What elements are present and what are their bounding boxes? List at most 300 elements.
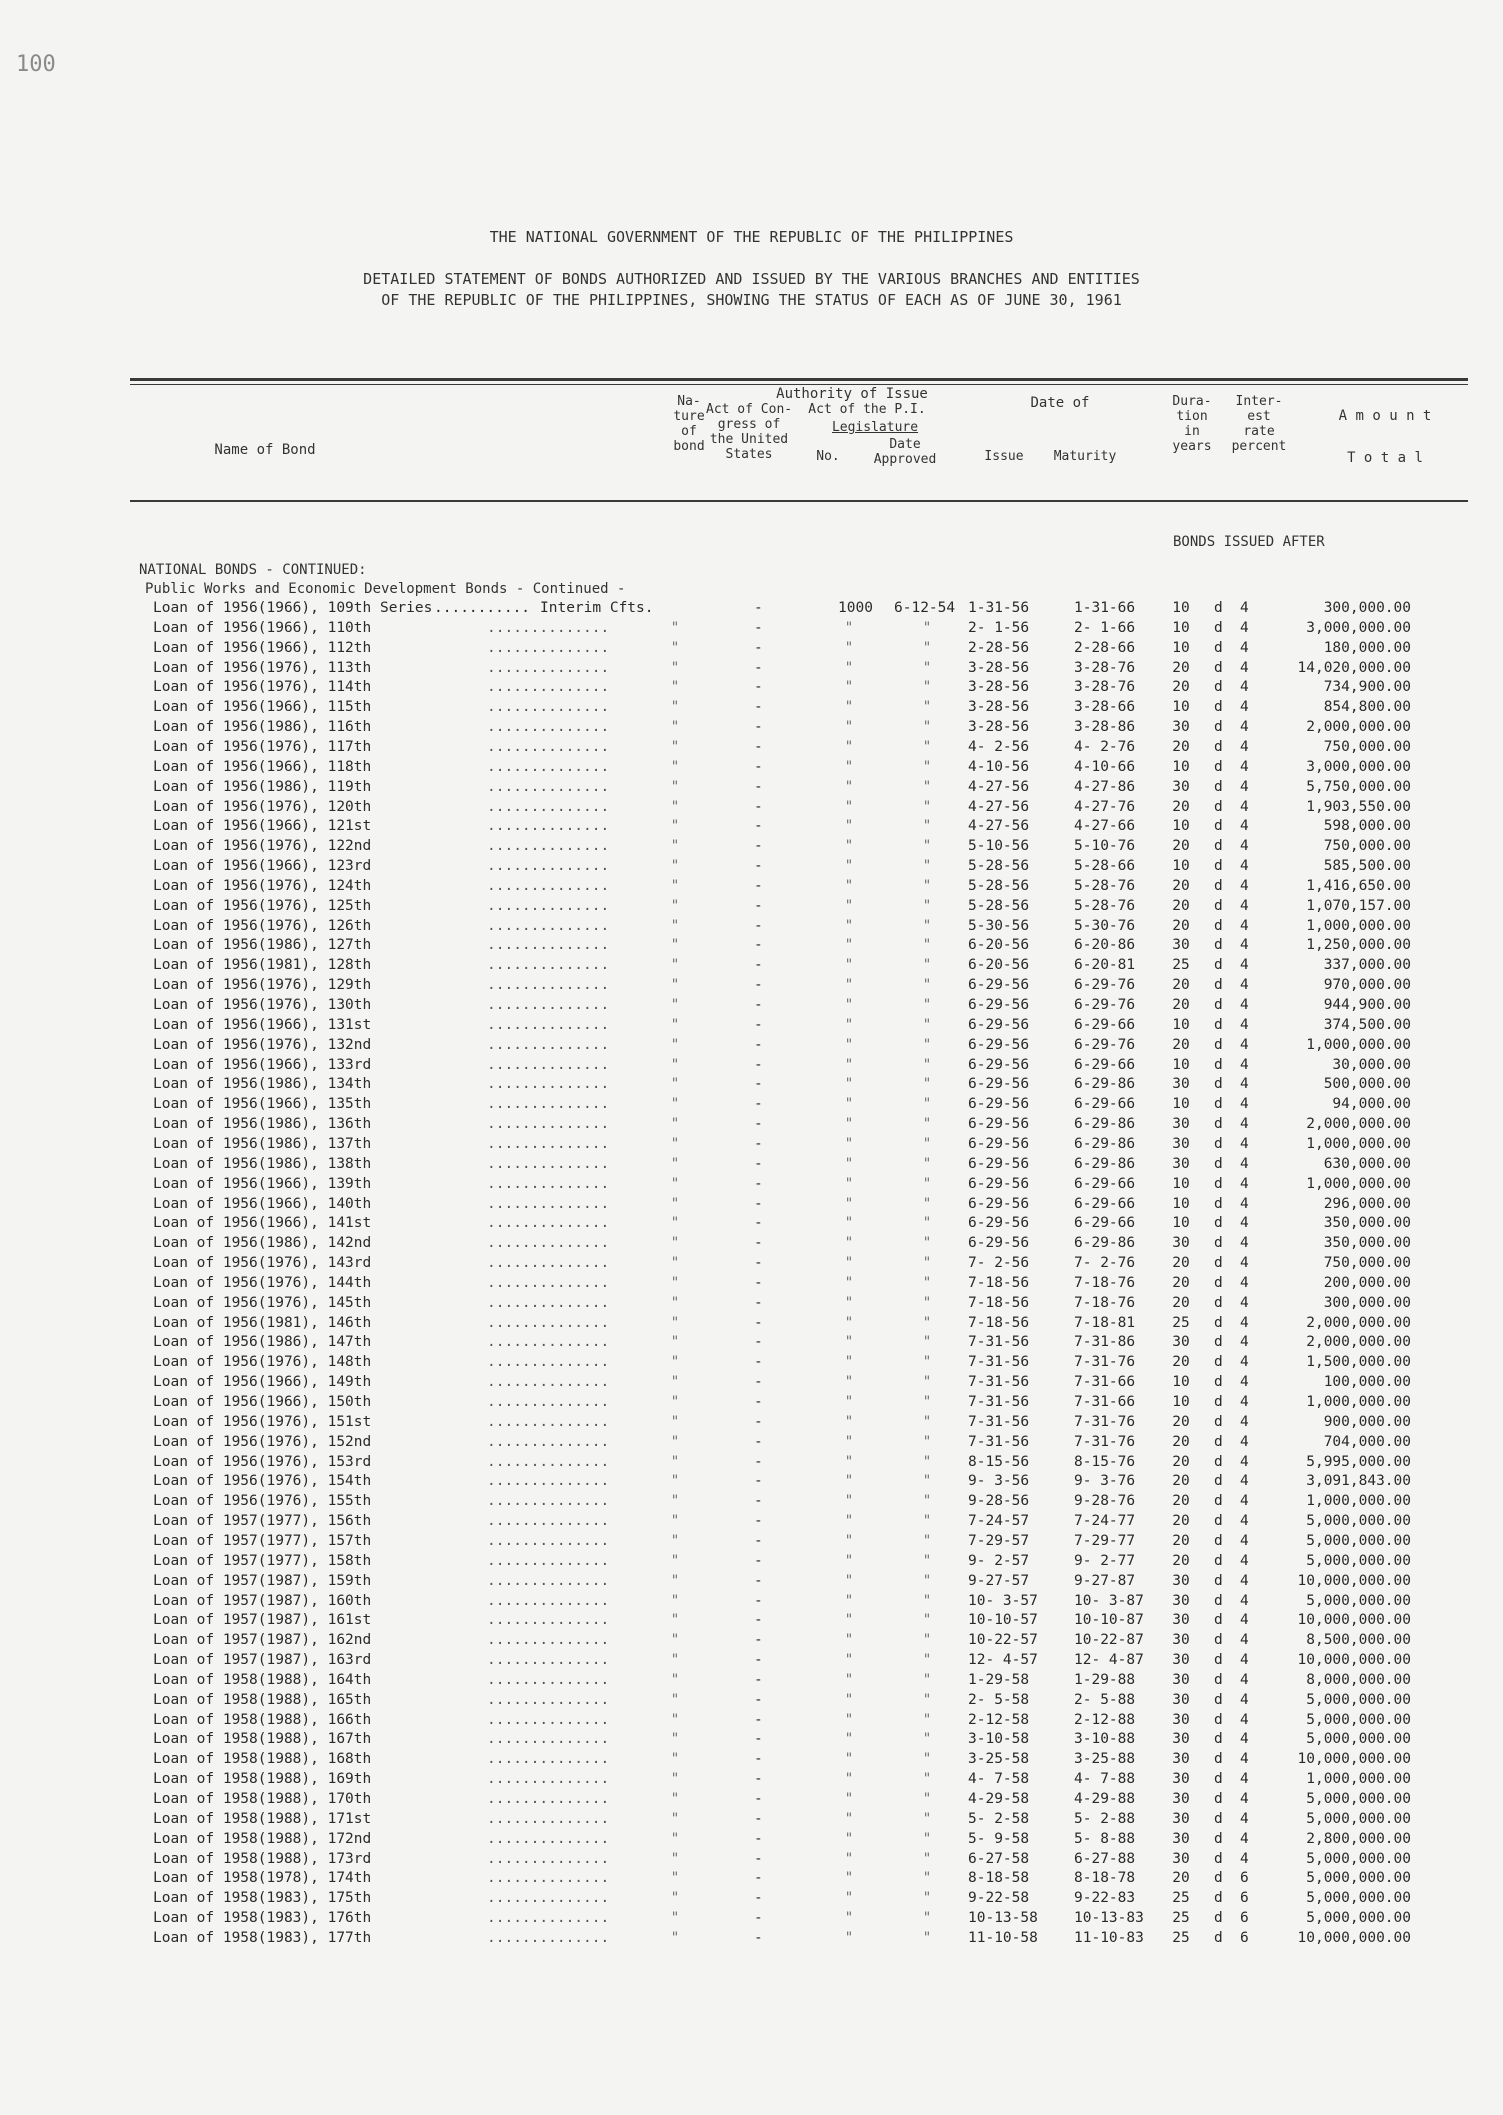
table-row-first: [0, 600, 1503, 619]
issue-date: 5-28-56: [968, 858, 1030, 875]
maturity-date: 6-29-76: [1074, 1036, 1136, 1053]
maturity-date: 7-31-76: [1074, 1354, 1136, 1371]
amount-total: 5,000,000.00: [1306, 1791, 1411, 1807]
table-row: [0, 1037, 1503, 1056]
maturity-date: 6-29-86: [1074, 1155, 1136, 1172]
act-number-ditto: ": [844, 1473, 854, 1490]
date-approved-ditto: ": [922, 1910, 932, 1927]
maturity-date: 5-30-76: [1074, 917, 1136, 934]
duration-years: 10: [1172, 699, 1190, 716]
interest-rate: 4: [1240, 1850, 1249, 1867]
table-row: [0, 1930, 1503, 1949]
table-row: [0, 1334, 1503, 1353]
nature-ditto: ": [670, 1473, 680, 1490]
issue-date: 6-29-56: [968, 1135, 1030, 1152]
bond-name: Loan of 1956(1966), 133rd: [153, 1056, 372, 1073]
bond-name: Loan of 1956(1986), 138th: [153, 1155, 372, 1172]
amount-total: 300,000.00: [1323, 600, 1411, 616]
nature-ditto: ": [670, 1731, 680, 1748]
nature-ditto: ": [670, 1235, 680, 1252]
bond-name: Loan of 1956(1986), 137th: [153, 1135, 372, 1152]
maturity-date: 7-31-66: [1074, 1374, 1136, 1391]
congress-act-dash: -: [754, 1314, 763, 1331]
nature-ditto: ": [670, 1513, 680, 1530]
interest-rate: 4: [1240, 1671, 1249, 1688]
nature-ditto: ": [670, 1334, 680, 1351]
amount-total: 854,800.00: [1323, 699, 1411, 716]
duration-unit: d: [1214, 1334, 1223, 1351]
issue-date: 7-31-56: [968, 1354, 1030, 1371]
duration-years: 30: [1172, 1334, 1190, 1351]
date-approved-ditto: ": [922, 1493, 932, 1510]
bond-name: Loan of 1958(1983), 176th: [153, 1910, 372, 1927]
duration-unit: d: [1214, 1691, 1223, 1708]
congress-act-dash: -: [754, 1374, 763, 1391]
bond-name: Loan of 1957(1977), 156th: [153, 1513, 372, 1530]
bond-name: Loan of 1956(1976), 120th: [153, 798, 372, 815]
date-approved-ditto: ": [922, 838, 932, 855]
issue-date: 6-29-56: [968, 1056, 1030, 1073]
duration-years: 10: [1172, 1215, 1190, 1232]
issue-date: 6-29-56: [968, 1195, 1030, 1212]
bond-name: Loan of 1956(1976), 143rd: [153, 1255, 372, 1272]
table-row: [0, 1870, 1503, 1889]
duration-unit: d: [1214, 679, 1223, 696]
nature-ditto: ": [670, 798, 680, 815]
maturity-date: 3-28-76: [1074, 659, 1136, 676]
interest-rate: 4: [1240, 1374, 1249, 1391]
amount-total: 10,000,000.00: [1297, 1929, 1411, 1946]
bond-name: Loan of 1956(1966), 123rd: [153, 858, 372, 875]
date-approved-ditto: ": [922, 957, 932, 974]
table-row: [0, 1791, 1503, 1810]
bond-name: Loan of 1956(1966), 149th: [153, 1374, 372, 1391]
table-row: [0, 640, 1503, 659]
leader-dots: ..............: [487, 659, 610, 676]
header-top-rule: [130, 378, 1468, 381]
nature-ditto: ": [670, 1691, 680, 1708]
duration-years: 25: [1172, 957, 1190, 974]
table-row: [0, 1176, 1503, 1195]
congress-act-dash: -: [754, 1056, 763, 1073]
maturity-date: 10-10-87: [1074, 1612, 1144, 1629]
duration-unit: d: [1214, 1453, 1223, 1470]
table-row: [0, 1136, 1503, 1155]
table-row: [0, 1910, 1503, 1929]
interest-rate: 4: [1240, 917, 1249, 934]
duration-years: 20: [1172, 659, 1190, 676]
act-number-ditto: ": [844, 1413, 854, 1430]
congress-act-dash: -: [754, 1771, 763, 1788]
leader-dots: ..............: [487, 679, 610, 696]
maturity-date: 3-25-88: [1074, 1751, 1136, 1768]
date-approved-ditto: ": [922, 758, 932, 775]
table-row: [0, 1513, 1503, 1532]
issue-date: 7-31-56: [968, 1433, 1030, 1450]
bond-name: Loan of 1958(1988), 169th: [153, 1771, 372, 1788]
header-top-rule-thin: [130, 384, 1468, 385]
maturity-date: 7-18-76: [1074, 1274, 1136, 1291]
issue-date: 6-29-56: [968, 1096, 1030, 1113]
amount-total: 5,000,000.00: [1306, 1731, 1411, 1748]
date-approved-ditto: ": [922, 1592, 932, 1609]
leader-dots: ..............: [487, 1791, 610, 1807]
leader-dots: ..............: [487, 1116, 610, 1133]
issue-date: 7-24-57: [968, 1513, 1030, 1530]
header-name-of-bond: Name of Bond: [214, 442, 316, 458]
interest-rate: 4: [1240, 1473, 1249, 1490]
leader-dots: ..............: [487, 917, 610, 934]
duration-years: 30: [1172, 937, 1190, 954]
duration-years: 30: [1172, 1791, 1190, 1807]
leader-dots: ..............: [487, 1294, 610, 1311]
leader-dots: ..............: [487, 1532, 610, 1549]
act-number-ditto: ": [844, 1691, 854, 1708]
bond-name: Loan of 1957(1977), 157th: [153, 1532, 372, 1549]
maturity-date: 5- 8-88: [1074, 1830, 1136, 1847]
amount-total: 350,000.00: [1323, 1215, 1411, 1232]
issue-date: 12- 4-57: [968, 1652, 1038, 1669]
duration-unit: d: [1214, 1195, 1223, 1212]
leader-dots: ..............: [487, 1155, 610, 1172]
issue-date: 2- 1-56: [968, 619, 1030, 636]
amount-total: 1,000,000.00: [1306, 1036, 1411, 1053]
amount-total: 2,000,000.00: [1306, 1314, 1411, 1331]
congress-act-dash: -: [754, 1552, 763, 1569]
issue-date: 1-29-58: [968, 1671, 1030, 1688]
duration-unit: d: [1214, 1929, 1223, 1946]
amount-total: 1,000,000.00: [1306, 1135, 1411, 1152]
act-number-ditto: ": [844, 977, 854, 994]
bond-name: Loan of 1956(1966), 139th: [153, 1175, 372, 1192]
act-number-ditto: ": [844, 1235, 854, 1252]
duration-unit: d: [1214, 659, 1223, 676]
date-approved-ditto: ": [922, 1215, 932, 1232]
bond-name: Loan of 1956(1976), 125th: [153, 897, 372, 914]
table-row: [0, 1434, 1503, 1453]
amount-total: 5,000,000.00: [1306, 1890, 1411, 1907]
act-number-ditto: ": [844, 1532, 854, 1549]
issue-date: 6-29-56: [968, 997, 1030, 1013]
bond-name: Loan of 1957(1987), 161st: [153, 1612, 372, 1629]
date-approved-ditto: ": [922, 1890, 932, 1907]
duration-unit: d: [1214, 937, 1223, 954]
duration-unit: d: [1214, 1652, 1223, 1669]
congress-act-dash: -: [754, 897, 763, 914]
act-number-ditto: ": [844, 1910, 854, 1927]
duration-years: 20: [1172, 1413, 1190, 1430]
amount-total: 1,000,000.00: [1306, 1771, 1411, 1788]
date-approved-ditto: ": [922, 1036, 932, 1053]
act-number-ditto: ": [844, 937, 854, 954]
nature-ditto: ": [670, 1929, 680, 1946]
amount-total: 500,000.00: [1323, 1076, 1411, 1093]
issue-date: 6-20-56: [968, 937, 1030, 954]
duration-unit: d: [1214, 1850, 1223, 1867]
maturity-date: 5-10-76: [1074, 838, 1136, 855]
act-number-ditto: ": [844, 1155, 854, 1172]
duration-years: 20: [1172, 917, 1190, 934]
bond-name: Loan of 1956(1966), 109th Series: [153, 600, 433, 616]
bond-name: Loan of 1956(1976), 117th: [153, 738, 372, 755]
bond-name: Loan of 1956(1981), 128th: [153, 957, 372, 974]
issue-date: 6-29-56: [968, 1235, 1030, 1252]
nature-ditto: ": [670, 719, 680, 736]
date-approved-ditto: ": [922, 1235, 932, 1252]
maturity-date: 9-28-76: [1074, 1493, 1136, 1510]
interest-rate: 4: [1240, 719, 1249, 736]
nature-ditto: ": [670, 1056, 680, 1073]
act-number-ditto: ": [844, 1929, 854, 1946]
table-row: [0, 1215, 1503, 1234]
bond-name: Loan of 1956(1976), 130th: [153, 997, 372, 1013]
duration-years: 25: [1172, 1910, 1190, 1927]
maturity-date: 5-28-76: [1074, 877, 1136, 894]
maturity-date: 9- 2-77: [1074, 1552, 1136, 1569]
bond-name: Loan of 1958(1978), 174th: [153, 1870, 372, 1887]
congress-act-dash: -: [754, 917, 763, 934]
nature-ditto: ": [670, 1413, 680, 1430]
interest-rate: 4: [1240, 1532, 1249, 1549]
duration-years: 30: [1172, 1751, 1190, 1768]
table-row: [0, 799, 1503, 818]
date-approved-ditto: ": [922, 977, 932, 994]
amount-total: 10,000,000.00: [1297, 1612, 1411, 1629]
interest-rate: 6: [1240, 1870, 1249, 1887]
date-approved-ditto: ": [922, 679, 932, 696]
leader-dots: ...........: [434, 600, 531, 616]
act-number-ditto: ": [844, 699, 854, 716]
nature-ditto: ": [670, 1552, 680, 1569]
act-number-ditto: ": [844, 1572, 854, 1589]
maturity-date: 10-22-87: [1074, 1632, 1144, 1649]
interest-rate: 4: [1240, 738, 1249, 755]
table-row: [0, 1017, 1503, 1036]
issue-date: 5-10-56: [968, 838, 1030, 855]
maturity-date: 6-29-86: [1074, 1076, 1136, 1093]
duration-years: 20: [1172, 1513, 1190, 1530]
leader-dots: ..............: [487, 1334, 610, 1351]
table-row: [0, 1255, 1503, 1274]
interest-rate: 4: [1240, 1135, 1249, 1152]
interest-rate: 4: [1240, 1433, 1249, 1450]
interest-rate: 4: [1240, 1810, 1249, 1827]
date-approved-ditto: ": [922, 1056, 932, 1073]
congress-act-dash: -: [754, 600, 763, 616]
duration-unit: d: [1214, 917, 1223, 934]
act-number-ditto: ": [844, 1056, 854, 1073]
duration-unit: d: [1214, 1155, 1223, 1172]
nature-ditto: ": [670, 639, 680, 656]
duration-years: 20: [1172, 1294, 1190, 1311]
congress-act-dash: -: [754, 1155, 763, 1172]
bond-name: Loan of 1956(1966), 140th: [153, 1195, 372, 1212]
leader-dots: ..............: [487, 897, 610, 914]
interest-rate: 4: [1240, 1830, 1249, 1847]
date-approved-ditto: ": [922, 1513, 932, 1530]
leader-dots: ..............: [487, 798, 610, 815]
bond-name: Loan of 1956(1986), 116th: [153, 719, 372, 736]
act-number-ditto: ": [844, 1175, 854, 1192]
maturity-date: 4-27-86: [1074, 778, 1136, 795]
interest-rate: 4: [1240, 1314, 1249, 1331]
leader-dots: ..............: [487, 1731, 610, 1748]
table-row: [0, 1632, 1503, 1651]
maturity-date: 6-20-81: [1074, 957, 1136, 974]
table-row: [0, 1295, 1503, 1314]
maturity-date: 2- 1-66: [1074, 619, 1136, 636]
issue-date: 8-18-58: [968, 1870, 1030, 1887]
table-row: [0, 1831, 1503, 1850]
duration-unit: d: [1214, 1274, 1223, 1291]
bond-name: Loan of 1956(1981), 146th: [153, 1314, 372, 1331]
duration-unit: d: [1214, 639, 1223, 656]
interest-rate: 4: [1240, 798, 1249, 815]
bond-name: Loan of 1956(1966), 110th: [153, 619, 372, 636]
interest-rate: 4: [1240, 1552, 1249, 1569]
leader-dots: ..............: [487, 1652, 610, 1669]
bond-name: Loan of 1956(1966), 118th: [153, 758, 372, 775]
document-subtitle-line2: OF THE REPUBLIC OF THE PHILIPPINES, SHOWING THE STATUS OF EACH AS OF JUNE 30, 1961: [381, 291, 1122, 309]
date-approved-ditto: ": [922, 798, 932, 815]
maturity-date: 7-18-81: [1074, 1314, 1136, 1331]
duration-unit: d: [1214, 1493, 1223, 1510]
duration-unit: d: [1214, 1175, 1223, 1192]
amount-total: 8,500,000.00: [1306, 1632, 1411, 1649]
bond-name: Loan of 1958(1988), 166th: [153, 1711, 372, 1728]
act-number-ditto: ": [844, 1493, 854, 1510]
table-row: [0, 1731, 1503, 1750]
congress-act-dash: -: [754, 1751, 763, 1768]
table-row: [0, 1096, 1503, 1115]
leader-dots: ..............: [487, 1671, 610, 1688]
maturity-date: 8-18-78: [1074, 1870, 1136, 1887]
date-approved-ditto: ": [922, 917, 932, 934]
bond-name: Loan of 1958(1988), 170th: [153, 1791, 372, 1807]
interest-rate: 4: [1240, 1274, 1249, 1291]
amount-total: 374,500.00: [1323, 1016, 1411, 1033]
duration-years: 20: [1172, 1354, 1190, 1371]
interest-rate: 4: [1240, 1791, 1249, 1807]
amount-total: 5,000,000.00: [1306, 1850, 1411, 1867]
congress-act-dash: -: [754, 1592, 763, 1609]
interest-rate: 4: [1240, 1195, 1249, 1212]
table-row: [0, 977, 1503, 996]
issue-date: 10-13-58: [968, 1910, 1038, 1927]
interest-rate: 4: [1240, 1751, 1249, 1768]
interest-rate: 4: [1240, 699, 1249, 716]
act-number-ditto: ": [844, 1334, 854, 1351]
act-number-ditto: ": [844, 679, 854, 696]
nature-ditto: ": [670, 1255, 680, 1272]
interest-rate: 4: [1240, 897, 1249, 914]
bond-name: Loan of 1956(1976), 152nd: [153, 1433, 372, 1450]
duration-years: 20: [1172, 1552, 1190, 1569]
maturity-date: 7-29-77: [1074, 1532, 1136, 1549]
duration-years: 10: [1172, 1394, 1190, 1410]
issue-date: 5-28-56: [968, 897, 1030, 914]
header-total: T o t a l: [1347, 450, 1423, 466]
duration-unit: d: [1214, 1711, 1223, 1728]
issue-date: 9- 3-56: [968, 1473, 1030, 1490]
act-number-ditto: ": [844, 1354, 854, 1371]
duration-years: 10: [1172, 858, 1190, 875]
issue-date: 7-18-56: [968, 1314, 1030, 1331]
duration-unit: d: [1214, 1016, 1223, 1033]
duration-years: 10: [1172, 1374, 1190, 1391]
act-number-ditto: ": [844, 818, 854, 835]
duration-unit: d: [1214, 818, 1223, 835]
duration-unit: d: [1214, 1592, 1223, 1609]
duration-years: 20: [1172, 798, 1190, 815]
leader-dots: ..............: [487, 1592, 610, 1609]
amount-total: 10,000,000.00: [1297, 1751, 1411, 1768]
leader-dots: ..............: [487, 1850, 610, 1867]
date-approved-ditto: ": [922, 1751, 932, 1768]
duration-years: 30: [1172, 1116, 1190, 1133]
leader-dots: ..............: [487, 1096, 610, 1113]
duration-unit: d: [1214, 1910, 1223, 1927]
congress-act-dash: -: [754, 1929, 763, 1946]
duration-unit: d: [1214, 1433, 1223, 1450]
issue-date: 6-27-58: [968, 1850, 1030, 1867]
duration-unit: d: [1214, 1830, 1223, 1847]
congress-act-dash: -: [754, 1791, 763, 1807]
act-number-ditto: ": [844, 1294, 854, 1311]
nature-ditto: ": [670, 1433, 680, 1450]
leader-dots: ..............: [487, 1513, 610, 1530]
table-row: [0, 1414, 1503, 1433]
leader-dots: ..............: [487, 977, 610, 994]
maturity-date: 4-10-66: [1074, 758, 1136, 775]
amount-total: 296,000.00: [1323, 1195, 1411, 1212]
duration-years: 20: [1172, 1255, 1190, 1272]
date-approved-ditto: ": [922, 1731, 932, 1748]
amount-total: 5,000,000.00: [1306, 1870, 1411, 1887]
duration-unit: d: [1214, 1116, 1223, 1133]
leader-dots: ..............: [487, 937, 610, 954]
interest-rate: 6: [1240, 1890, 1249, 1907]
nature-ditto: ": [670, 1314, 680, 1331]
date-approved-ditto: ": [922, 699, 932, 716]
maturity-date: 7- 2-76: [1074, 1255, 1136, 1272]
header-interest-rate: Inter- est rate percent: [1231, 394, 1287, 454]
duration-years: 10: [1172, 818, 1190, 835]
congress-act-dash: -: [754, 1274, 763, 1291]
issue-date: 6-29-56: [968, 1155, 1030, 1172]
duration-unit: d: [1214, 1612, 1223, 1629]
congress-act-dash: -: [754, 1116, 763, 1133]
issue-date: 6-20-56: [968, 957, 1030, 974]
issue-date: 9-22-58: [968, 1890, 1030, 1907]
maturity-date: 1-31-66: [1074, 600, 1136, 616]
table-row: [0, 1454, 1503, 1473]
duration-unit: d: [1214, 1572, 1223, 1589]
date-approved-ditto: ": [922, 1255, 932, 1272]
duration-unit: d: [1214, 1096, 1223, 1113]
duration-years: 10: [1172, 758, 1190, 775]
issue-date: 2-12-58: [968, 1711, 1030, 1728]
congress-act-dash: -: [754, 659, 763, 676]
duration-unit: d: [1214, 1036, 1223, 1053]
leader-dots: ..............: [487, 1751, 610, 1768]
table-row: [0, 1116, 1503, 1135]
nature-ditto: ": [670, 1175, 680, 1192]
nature-ditto: ": [670, 1135, 680, 1152]
interest-rate: 4: [1240, 1096, 1249, 1113]
duration-unit: d: [1214, 1374, 1223, 1391]
act-number-ditto: ": [844, 1652, 854, 1669]
